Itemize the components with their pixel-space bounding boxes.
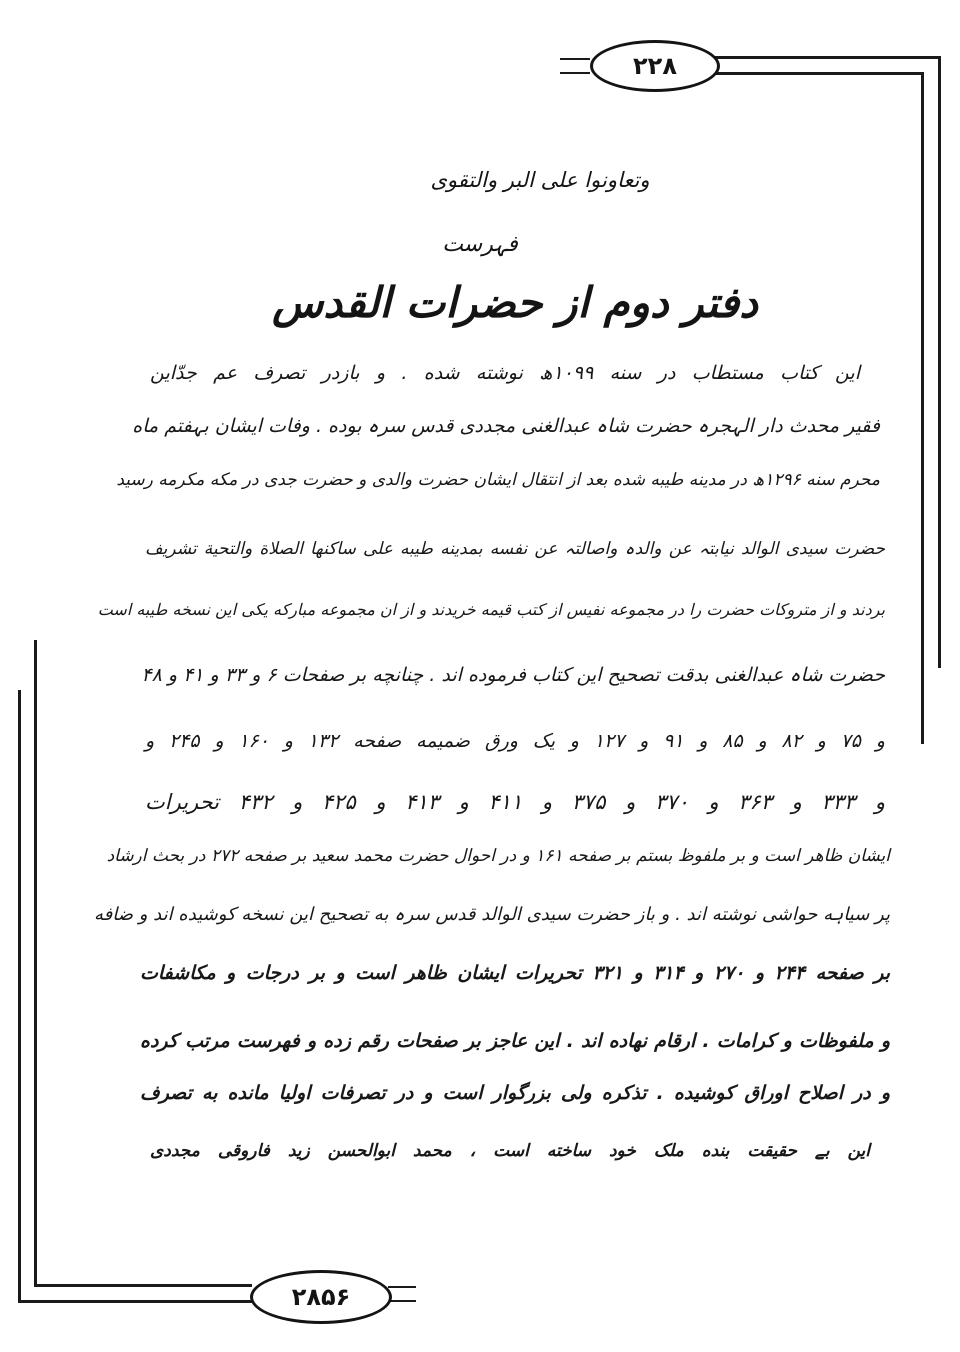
text-line-12: و ملفوظات و کرامات . ارقام نهاده اند . این عاجز بر صفحات رقم زده و فهرست مرتب کرده (140, 1030, 890, 1052)
border-left-outer (18, 690, 21, 1302)
text-line-10: پر سیاہه حواشی نوشته اند . و باز حضرت سیدی الوالد قدس سرہ به تصحیح این نسخه کوشیده اند و ضافه (93, 904, 890, 925)
border-bottom-inner (34, 1284, 252, 1287)
border-top-outer (715, 56, 940, 59)
border-left-inner (34, 640, 37, 1286)
text-line-5: بردند و از متروکات حضرت را در مجموعه نفیس از کتب قیمه خریدند و از ان مجموعه مبارکه یکی این نسخه طیبه است (97, 600, 885, 619)
text-line-2: فقیر محدث دار الہجرہ حضرت شاہ عبدالغنی مجددی قدس سرہ بوده . وفات ایشان بہفتم ماه (132, 415, 880, 437)
border-right-outer (938, 56, 941, 668)
text-line-8: و ۳۳۳ و ۳۶۳ و ۳۷۰ و ۳۷۵ و ۴۱۱ و ۴۱۳ و ۴۲۵ و ۴۳۲ تحریرات (145, 790, 886, 814)
document-title: دفتر دوم از حضرات القدس (272, 278, 758, 327)
text-line-14-signature: این بے حقیقت بنده ملک خود ساخته است ، محمد ابوالحسن زید فاروقی مجددی (150, 1141, 870, 1161)
text-line-11: بر صفحه ۲۴۴ و ۲۷۰ و ۳۱۴ و ۳۲۱ تحریرات ایشان ظاهر است و بر درجات و مکاشفات (140, 962, 890, 984)
border-bottom-right-stub-2 (388, 1300, 416, 1302)
text-line-13: و در اصلاح اوراق کوشیده . تذکره ولی بزرگوار است و در تصرفات اولیا مانده به تصرف (140, 1082, 890, 1104)
text-line-1: این کتاب مستطاب در سنه ۱۰۹۹ھ نوشته شده . و بازدر تصرف عم جدّاین (150, 362, 860, 384)
border-bottom-right-stub (388, 1286, 416, 1288)
border-bottom-outer (18, 1300, 252, 1303)
border-top-left-stub-2 (560, 72, 590, 74)
page-number-top: ۲۲۸ (590, 40, 720, 92)
index-label: فہرست (442, 232, 518, 257)
border-top-inner (715, 72, 923, 75)
text-line-4: حضرت سیدی الوالد نیابتہ عن والدہ واصالتہ عن نفسه بمدینه طیبه علی ساکنها الصلاة والتحیة تشریف (145, 539, 885, 559)
page-number-bottom: ۲۸۵۶ (250, 1270, 392, 1324)
text-line-9: ایشان ظاهر است و بر ملفوظ بستم بر صفحه ۱۶۱ و در احوال حضرت محمد سعید بر صفحه ۲۷۲ در بحث ارشاد (106, 846, 890, 866)
epigraph: وتعاونوا علی البر والتقوی (430, 168, 650, 192)
text-line-3: محرم سنه ۱۲۹۶ھ در مدینه طیبه شده بعد از انتقال ایشان حضرت والدی و حضرت جدی در مکه مکرمه رسید (116, 470, 880, 490)
border-top-left-stub (560, 58, 590, 60)
text-line-7: و ۷۵ و ۸۲ و ۸۵ و ۹۱ و ۱۲۷ و یک ورق ضمیمه صفحه ۱۳۲ و ۱۶۰ و ۲۴۵ و (145, 730, 885, 752)
text-line-6: حضرت شاہ عبدالغنی بدقت تصحیح این کتاب فرموده اند . چنانچه بر صفحات ۶ و ۳۳ و ۴۱ و ۴۸ (141, 664, 885, 686)
